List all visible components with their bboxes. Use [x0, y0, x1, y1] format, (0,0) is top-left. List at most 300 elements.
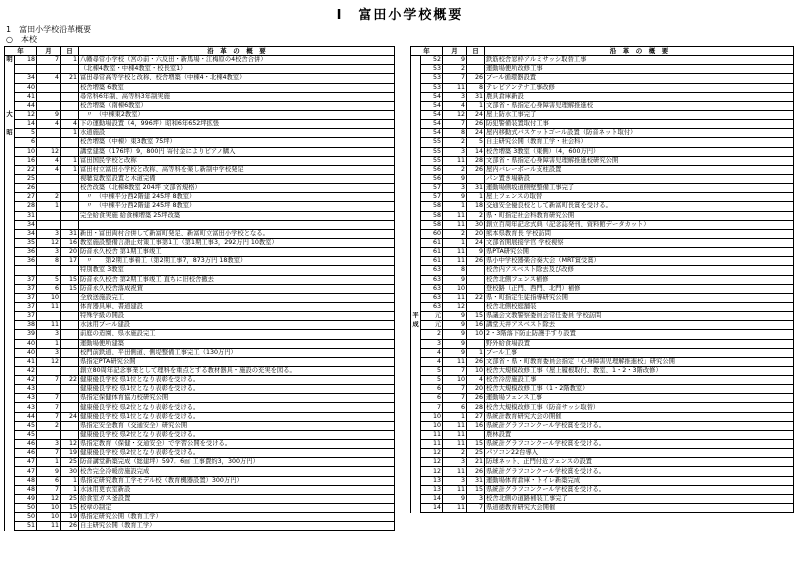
era-cell — [411, 467, 421, 476]
table-row — [411, 138, 794, 147]
day-cell — [61, 138, 79, 147]
month-cell: 7 — [37, 403, 61, 412]
table-row — [5, 394, 395, 403]
month-cell: 3 — [37, 330, 61, 339]
day-cell: 4 — [467, 376, 485, 385]
day-cell — [61, 357, 79, 366]
day-cell: 26 — [467, 467, 485, 476]
era-cell — [411, 330, 421, 339]
day-cell — [61, 348, 79, 357]
year-cell: 12 — [421, 467, 443, 476]
era-cell — [5, 513, 15, 522]
day-cell: 15 — [467, 485, 485, 494]
description-cell: 教室施設整備言語止対策工事第1工（第1期工事3，292万円 10教室） — [79, 238, 395, 247]
subsection-heading: ○ 本校 — [6, 35, 37, 44]
table-row — [5, 385, 395, 394]
table-row — [5, 403, 395, 412]
description-cell: 防音講堂新築完成（総建坪）597．6㎡ 工事費約3，300万円） — [79, 458, 395, 467]
table-row — [411, 504, 794, 513]
era-cell — [5, 504, 15, 513]
month-cell: 2 — [443, 138, 467, 147]
year-cell: 31 — [15, 211, 37, 220]
month-cell: 7 — [443, 366, 467, 375]
year-cell: 61 — [421, 257, 443, 266]
year-cell: 57 — [421, 193, 443, 202]
description-cell: 水泳用プール建設 — [79, 321, 395, 330]
year-cell: 63 — [421, 293, 443, 302]
month-cell — [37, 312, 61, 321]
table-row — [411, 184, 794, 193]
era-cell — [5, 302, 15, 311]
description-cell: 校章の制定 — [79, 504, 395, 513]
year-cell: 34 — [15, 220, 37, 229]
year-cell: 39 — [15, 330, 37, 339]
era-cell — [411, 238, 421, 247]
day-cell — [467, 302, 485, 311]
table-row — [5, 147, 395, 156]
day-cell: 20 — [467, 385, 485, 394]
year-cell: 22 — [15, 165, 37, 174]
table-row — [411, 193, 794, 202]
year-cell: 10 — [421, 421, 443, 430]
description-cell: 交通安全優良校として新富町長賞を受ける。 — [485, 202, 794, 211]
description-cell: 文部省・県指定心身障害児理解推進校研究公開 — [485, 156, 794, 165]
year-cell: 6 — [421, 385, 443, 394]
table-row — [411, 211, 794, 220]
year-cell: 52 — [421, 56, 443, 65]
day-cell: 1 — [61, 129, 79, 138]
month-cell: 7 — [443, 74, 467, 83]
month-cell: 4 — [37, 165, 61, 174]
table-row — [5, 220, 395, 229]
table-row — [5, 339, 395, 348]
table-row — [5, 83, 395, 92]
year-cell: 37 — [15, 302, 37, 311]
description-cell: 県統計グラフコンクール学校賞を受ける。 — [485, 467, 794, 476]
table-row — [5, 458, 395, 467]
day-cell — [61, 174, 79, 183]
day-cell — [61, 92, 79, 101]
era-cell: 大 — [6, 111, 13, 119]
month-cell: 3 — [443, 476, 467, 485]
table-row — [5, 476, 395, 485]
description-cell: 〃 （中棟東2教室） — [79, 110, 395, 119]
year-cell: 43 — [15, 403, 37, 412]
era-cell — [5, 229, 15, 238]
table-row — [411, 165, 794, 174]
era-cell — [5, 458, 15, 467]
era-cell — [411, 440, 421, 449]
table-row — [5, 312, 395, 321]
era-cell — [411, 385, 421, 394]
day-cell — [61, 394, 79, 403]
header-description: 沿 革 の 概 要 — [79, 47, 395, 56]
table-row — [411, 248, 794, 257]
day-cell: 26 — [467, 357, 485, 366]
month-cell: 9 — [443, 339, 467, 348]
day-cell — [467, 56, 485, 65]
table-row — [411, 421, 794, 430]
day-cell: 27 — [467, 412, 485, 421]
year-cell: 45 — [15, 421, 37, 430]
table-row — [5, 248, 395, 257]
table-row — [5, 421, 395, 430]
table-row — [411, 476, 794, 485]
day-cell: 24 — [467, 110, 485, 119]
day-cell — [61, 385, 79, 394]
day-cell — [61, 110, 79, 119]
description-cell: 運動場側坂道側壁整備工事完了 — [485, 184, 794, 193]
year-cell: 54 — [421, 101, 443, 110]
month-cell: 9 — [37, 467, 61, 476]
table-row — [411, 266, 794, 275]
month-cell — [37, 184, 61, 193]
month-cell: 8 — [443, 266, 467, 275]
year-cell: 10 — [15, 147, 37, 156]
year-cell: 40 — [15, 348, 37, 357]
month-cell: 10 — [37, 513, 61, 522]
year-cell: 46 — [15, 449, 37, 458]
era-cell: 明 — [6, 56, 13, 64]
day-cell: 8 — [467, 83, 485, 92]
era-cell — [5, 476, 15, 485]
day-cell: 19 — [61, 513, 79, 522]
month-cell — [37, 174, 61, 183]
description-cell: 〃 （中棟平分西2階建 245坪 8教室） — [79, 202, 395, 211]
month-cell: 2 — [37, 193, 61, 202]
year-cell: 58 — [421, 220, 443, 229]
year-cell: 60 — [421, 229, 443, 238]
day-cell — [61, 339, 79, 348]
description-cell: 健康優良学校 県1位となり表彰を受ける。 — [79, 376, 395, 385]
era-cell — [411, 174, 421, 183]
day-cell — [61, 184, 79, 193]
table-row — [5, 522, 395, 531]
era-cell — [5, 174, 15, 183]
era-cell — [411, 56, 421, 65]
table-row — [5, 129, 395, 138]
year-cell: 47 — [15, 467, 37, 476]
year-cell: 46 — [15, 440, 37, 449]
description-cell: 県道徳教育研究大会開催 — [485, 504, 794, 513]
description-cell: 〃 （中棟平分西2階建 245坪 8教室） — [79, 193, 395, 202]
era-cell — [411, 202, 421, 211]
era-cell — [5, 330, 15, 339]
description-cell: 県・町指定社会科教育研究公開 — [485, 211, 794, 220]
day-cell: 26 — [467, 394, 485, 403]
era-cell — [411, 458, 421, 467]
month-cell: 12 — [37, 238, 61, 247]
table-row — [411, 394, 794, 403]
description-cell: 県指定PTA研究公開 — [79, 357, 395, 366]
description-cell: 県議会文教警察委員会常任委員 学校訪問 — [485, 312, 794, 321]
table-row — [5, 56, 395, 65]
era-cell — [5, 394, 15, 403]
month-cell: 6 — [443, 403, 467, 412]
table-row — [5, 430, 395, 439]
description-cell: 県統計グラフコンクール学校賞を受ける。 — [485, 485, 794, 494]
description-cell: 校舎改築（北棟8教室 204坪 文部省規格） — [79, 184, 395, 193]
day-cell: 21 — [61, 74, 79, 83]
day-cell: 1 — [61, 485, 79, 494]
table-row — [5, 302, 395, 311]
era-cell — [411, 229, 421, 238]
description-cell: 特別教室 3教室 — [79, 266, 395, 275]
month-cell: 7 — [37, 376, 61, 385]
year-cell: 5 — [421, 366, 443, 375]
description-cell: 野外給食場設置 — [485, 339, 794, 348]
month-cell: 3 — [443, 458, 467, 467]
month-cell: 2 — [443, 65, 467, 74]
month-cell: 10 — [37, 293, 61, 302]
era-cell — [411, 120, 421, 129]
description-cell: 防球ネット、正門付近フェンスの設置 — [485, 458, 794, 467]
year-cell: 13 — [421, 476, 443, 485]
era-cell — [411, 302, 421, 311]
era-cell — [5, 485, 15, 494]
month-cell: 9 — [443, 330, 467, 339]
description-cell: 県統計グラフコンクール学校賞を受ける。 — [485, 421, 794, 430]
month-cell — [37, 430, 61, 439]
table-row — [5, 193, 395, 202]
month-cell: 3 — [443, 184, 467, 193]
month-cell: 7 — [37, 449, 61, 458]
table-row — [411, 101, 794, 110]
year-cell: 6 — [421, 394, 443, 403]
year-cell: 50 — [15, 513, 37, 522]
description-cell: 下の運動場設置（4，996坪）昭和6年652坪拡張 — [79, 120, 395, 129]
year-cell: 42 — [15, 366, 37, 375]
table-row — [5, 120, 395, 129]
month-cell — [37, 129, 61, 138]
month-cell: 10 — [443, 284, 467, 293]
era-cell — [411, 184, 421, 193]
era-cell — [5, 467, 15, 476]
day-cell: 15 — [61, 275, 79, 284]
year-cell: 14 — [421, 504, 443, 513]
description-cell: 県統計教育研究大会の開催 — [485, 412, 794, 421]
year-cell: 56 — [421, 165, 443, 174]
description-cell: 特殊学級の開設 — [79, 312, 395, 321]
day-cell — [61, 293, 79, 302]
month-cell: 2 — [37, 421, 61, 430]
description-cell: 屋内バレーボール支柱設置 — [485, 165, 794, 174]
day-cell: 24 — [467, 238, 485, 247]
day-cell: 1 — [467, 101, 485, 110]
description-cell: 防犯警備装置取付工事 — [485, 120, 794, 129]
description-cell: 登校路（正門、西門、北門）補修 — [485, 284, 794, 293]
description-cell: 防音永久校舎 第2期工事竣工 直ちに旧校舎撤去 — [79, 275, 395, 284]
month-cell: 12 — [443, 302, 467, 311]
description-cell: 尋常科6年制、高等科3年制実施 — [79, 92, 395, 101]
day-cell: 15 — [467, 440, 485, 449]
year-cell: 16 — [15, 156, 37, 165]
era-cell — [5, 321, 15, 330]
month-cell: 11 — [37, 522, 61, 531]
month-cell — [37, 385, 61, 394]
description-cell: 校舎増築（南棟6教室） — [79, 101, 395, 110]
table-row — [411, 376, 794, 385]
month-cell: 11 — [443, 257, 467, 266]
description-cell: 運動場フェンス工事 — [485, 394, 794, 403]
table-row — [411, 321, 794, 330]
year-cell: 37 — [15, 275, 37, 284]
table-row — [411, 440, 794, 449]
description-cell: 校舎完全冷暖房施設完成 — [79, 467, 395, 476]
day-cell: 17 — [61, 257, 79, 266]
year-cell: 58 — [421, 202, 443, 211]
table-row — [411, 348, 794, 357]
table-row — [5, 494, 395, 503]
month-cell — [37, 266, 61, 275]
era-cell — [411, 165, 421, 174]
year-cell: 14 — [421, 494, 443, 503]
day-cell: 10 — [467, 330, 485, 339]
year-cell: 36 — [15, 257, 37, 266]
day-cell: 28 — [467, 156, 485, 165]
description-cell: 校舎北側フェンス補修 — [485, 275, 794, 284]
era-cell — [411, 83, 421, 92]
year-cell: 53 — [421, 83, 443, 92]
year-cell: 34 — [15, 74, 37, 83]
description-cell: プール循環器設置 — [485, 74, 794, 83]
year-cell: 4 — [421, 348, 443, 357]
description-cell: 県・町指定生徒指導研究公開 — [485, 293, 794, 302]
month-cell: 1 — [443, 238, 467, 247]
table-row — [411, 229, 794, 238]
day-cell: 26 — [467, 74, 485, 83]
table-row — [411, 110, 794, 119]
era-cell — [5, 211, 15, 220]
table-row — [411, 339, 794, 348]
year-cell — [15, 65, 37, 74]
day-cell: 31 — [467, 92, 485, 101]
month-cell: 12 — [443, 110, 467, 119]
description-cell: 講堂天井アスベスト除去 — [485, 321, 794, 330]
description-cell: 鉄筋校舎窓枠アルミサッシ取替工事 — [485, 56, 794, 65]
month-cell: 8 — [37, 257, 61, 266]
era-cell — [5, 275, 15, 284]
day-cell — [467, 430, 485, 439]
day-cell: 20 — [467, 229, 485, 238]
header-month: 月 — [37, 47, 61, 56]
era-cell — [411, 403, 421, 412]
month-cell: 9 — [443, 312, 467, 321]
section-heading: 1 富田小学校沿革概要 — [6, 25, 92, 34]
description-cell: 新田・富田両村合併して新富町発足、新富町立富田小学校となる。 — [79, 229, 395, 238]
month-cell: 9 — [443, 494, 467, 503]
month-cell: 9 — [443, 174, 467, 183]
year-cell: 27 — [15, 193, 37, 202]
table-row — [411, 430, 794, 439]
description-cell: 八幡尋常小学校（宮の前・六反田・新馬場・江梅原の4校舎合併） — [79, 56, 395, 65]
day-cell: 4 — [61, 120, 79, 129]
month-cell: 9 — [37, 110, 61, 119]
era-cell — [5, 284, 15, 293]
table-row — [5, 504, 395, 513]
year-cell: 50 — [15, 504, 37, 513]
year-cell: 6 — [15, 138, 37, 147]
page-title: Ⅰ 富田小学校概要 — [336, 8, 464, 23]
year-cell: 58 — [421, 211, 443, 220]
table-row — [5, 110, 395, 119]
description-cell: 健康優良学校 県2位となり表彰を受ける。 — [79, 430, 395, 439]
era-cell — [5, 165, 15, 174]
description-cell: 校門前鉄道、平田側道、側堤整備工事完工（130万円） — [79, 348, 395, 357]
table-row — [5, 211, 395, 220]
era-cell — [411, 357, 421, 366]
month-cell: 2 — [443, 165, 467, 174]
month-cell: 11 — [443, 504, 467, 513]
era-cell — [411, 476, 421, 485]
month-cell: 4 — [443, 101, 467, 110]
year-cell: 54 — [421, 120, 443, 129]
year-cell: 26 — [15, 184, 37, 193]
description-cell: 運動場便所建築 — [79, 339, 395, 348]
era-cell — [5, 403, 15, 412]
year-cell: 25 — [15, 174, 37, 183]
month-cell: 11 — [443, 485, 467, 494]
month-cell: 12 — [37, 494, 61, 503]
era-cell — [5, 238, 15, 247]
description-cell: 県小中学校器楽合奏大会（MRT賞受賞） — [485, 257, 794, 266]
description-cell: 校舎北側校庭舗装 — [485, 302, 794, 311]
table-row — [5, 513, 395, 522]
description-cell: （北棟4教室・中棟4教室・校長室1） — [79, 65, 395, 74]
description-cell: 校舎内アスベスト除去及び改修 — [485, 266, 794, 275]
day-cell: 15 — [61, 504, 79, 513]
description-cell: 自主研究公開（教育工学） — [79, 522, 395, 531]
era-cell — [5, 430, 15, 439]
era-cell — [5, 449, 15, 458]
day-cell — [61, 193, 79, 202]
year-cell: 55 — [421, 138, 443, 147]
history-table-right — [410, 46, 794, 513]
era-cell — [411, 266, 421, 275]
table-row — [5, 348, 395, 357]
year-cell: 5 — [421, 376, 443, 385]
year-cell: 42 — [15, 376, 37, 385]
month-cell: 11 — [443, 156, 467, 165]
day-cell — [61, 321, 79, 330]
day-cell: 15 — [467, 312, 485, 321]
table-row — [5, 184, 395, 193]
description-cell: 県PTA研究公開 — [485, 248, 794, 257]
month-cell: 1 — [443, 412, 467, 421]
day-cell — [61, 211, 79, 220]
era-cell — [5, 412, 15, 421]
day-cell: 1 — [61, 56, 79, 65]
year-cell: 48 — [15, 485, 37, 494]
day-cell — [467, 275, 485, 284]
month-cell: 11 — [443, 467, 467, 476]
day-cell — [61, 83, 79, 92]
year-cell: 44 — [15, 412, 37, 421]
era-cell — [5, 156, 15, 165]
header-day: 日 — [61, 47, 79, 56]
description-cell: 視聴覚教室設置と木道完備 — [79, 174, 395, 183]
table-row — [5, 275, 395, 284]
table-row — [5, 485, 395, 494]
description-cell: 創立80周年記念事業として理科を重点とする教材器具・施設の充実を図る。 — [79, 366, 395, 375]
table-row — [411, 156, 794, 165]
description-cell: 創立百周年記念式典（記念誌発刊、資料館データカット） — [485, 220, 794, 229]
month-cell: 3 — [443, 92, 467, 101]
description-cell: 防音永久校舎落成祝賀 — [79, 284, 395, 293]
description-cell: 自主研究公開（教育工学・社会科） — [485, 138, 794, 147]
era-cell — [5, 339, 15, 348]
year-cell: 49 — [15, 494, 37, 503]
